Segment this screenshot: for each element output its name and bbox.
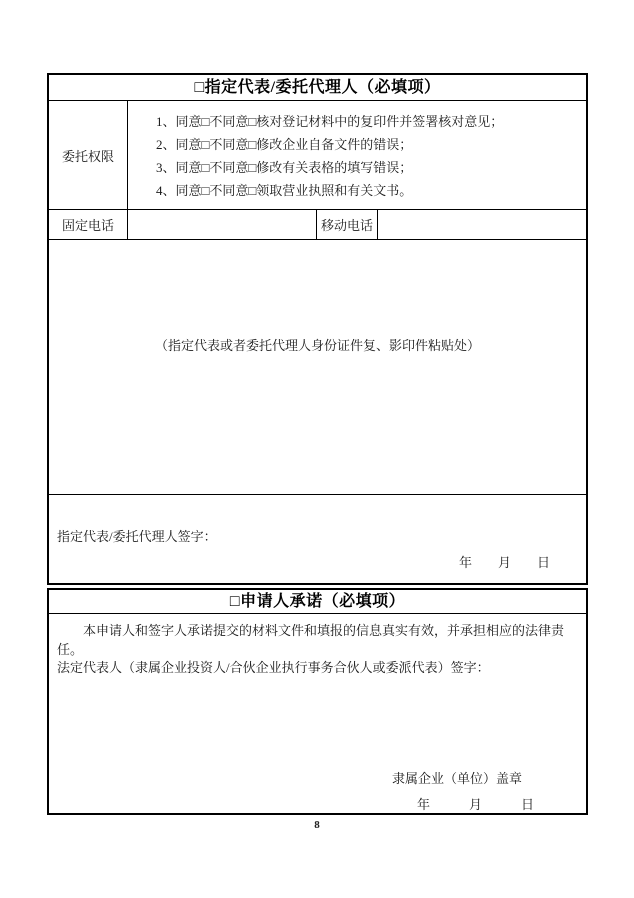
authority-label-cell: 委托权限 xyxy=(49,101,128,209)
authority-items-cell xyxy=(128,101,586,209)
authority-item-4-checkbox-line[interactable]: 4、同意□不同意□领取营业执照和有关文书。 xyxy=(156,183,413,198)
legal-representative-signature-label: 法定代表人（隶属企业投资人/合伙企业执行事务合伙人或委派代表）签字： xyxy=(57,660,490,675)
paste-area-note: （指定代表或者委托代理人身份证件复、影印件粘贴处） xyxy=(154,337,480,353)
fixed-phone-value-field[interactable] xyxy=(128,210,317,239)
phone-row xyxy=(49,210,586,240)
representative-signature-label: 指定代表/委托代理人签字： xyxy=(57,529,217,544)
authority-row xyxy=(49,101,586,210)
authority-item-2-checkbox-line[interactable]: 2、同意□不同意□修改企业自备文件的错误； xyxy=(156,137,413,152)
authority-item-3-checkbox-line[interactable]: 3、同意□不同意□修改有关表格的填写错误； xyxy=(156,160,413,175)
page-number: 8 xyxy=(314,819,320,831)
authority-item-1-checkbox-line[interactable]: 1、同意□不同意□核对登记材料中的复印件并签署核对意见； xyxy=(156,114,504,129)
commitment-body xyxy=(49,614,586,813)
mobile-phone-value-field[interactable] xyxy=(378,210,586,239)
representative-signature-area[interactable] xyxy=(49,495,586,583)
commitment-section-table xyxy=(47,588,588,815)
section2-title: □申请人承诺（必填项） xyxy=(49,590,586,614)
commitment-date-line: 年 月 日 xyxy=(416,797,534,812)
fixed-phone-label: 固定电话 xyxy=(49,210,128,239)
enterprise-seal-label: 隶属企业（单位）盖章 xyxy=(391,771,522,786)
representative-section-table xyxy=(47,73,588,585)
mobile-phone-label: 移动电话 xyxy=(317,210,378,239)
id-copy-paste-area[interactable] xyxy=(49,240,586,495)
representative-date-line: 年 月 日 xyxy=(458,555,550,570)
commitment-statement: 本申请人和签字人承诺提交的材料文件和填报的信息真实有效，并承担相应的法律责任。 xyxy=(57,623,565,657)
section1-title: □指定代表/委托代理人（必填项） xyxy=(49,75,586,101)
